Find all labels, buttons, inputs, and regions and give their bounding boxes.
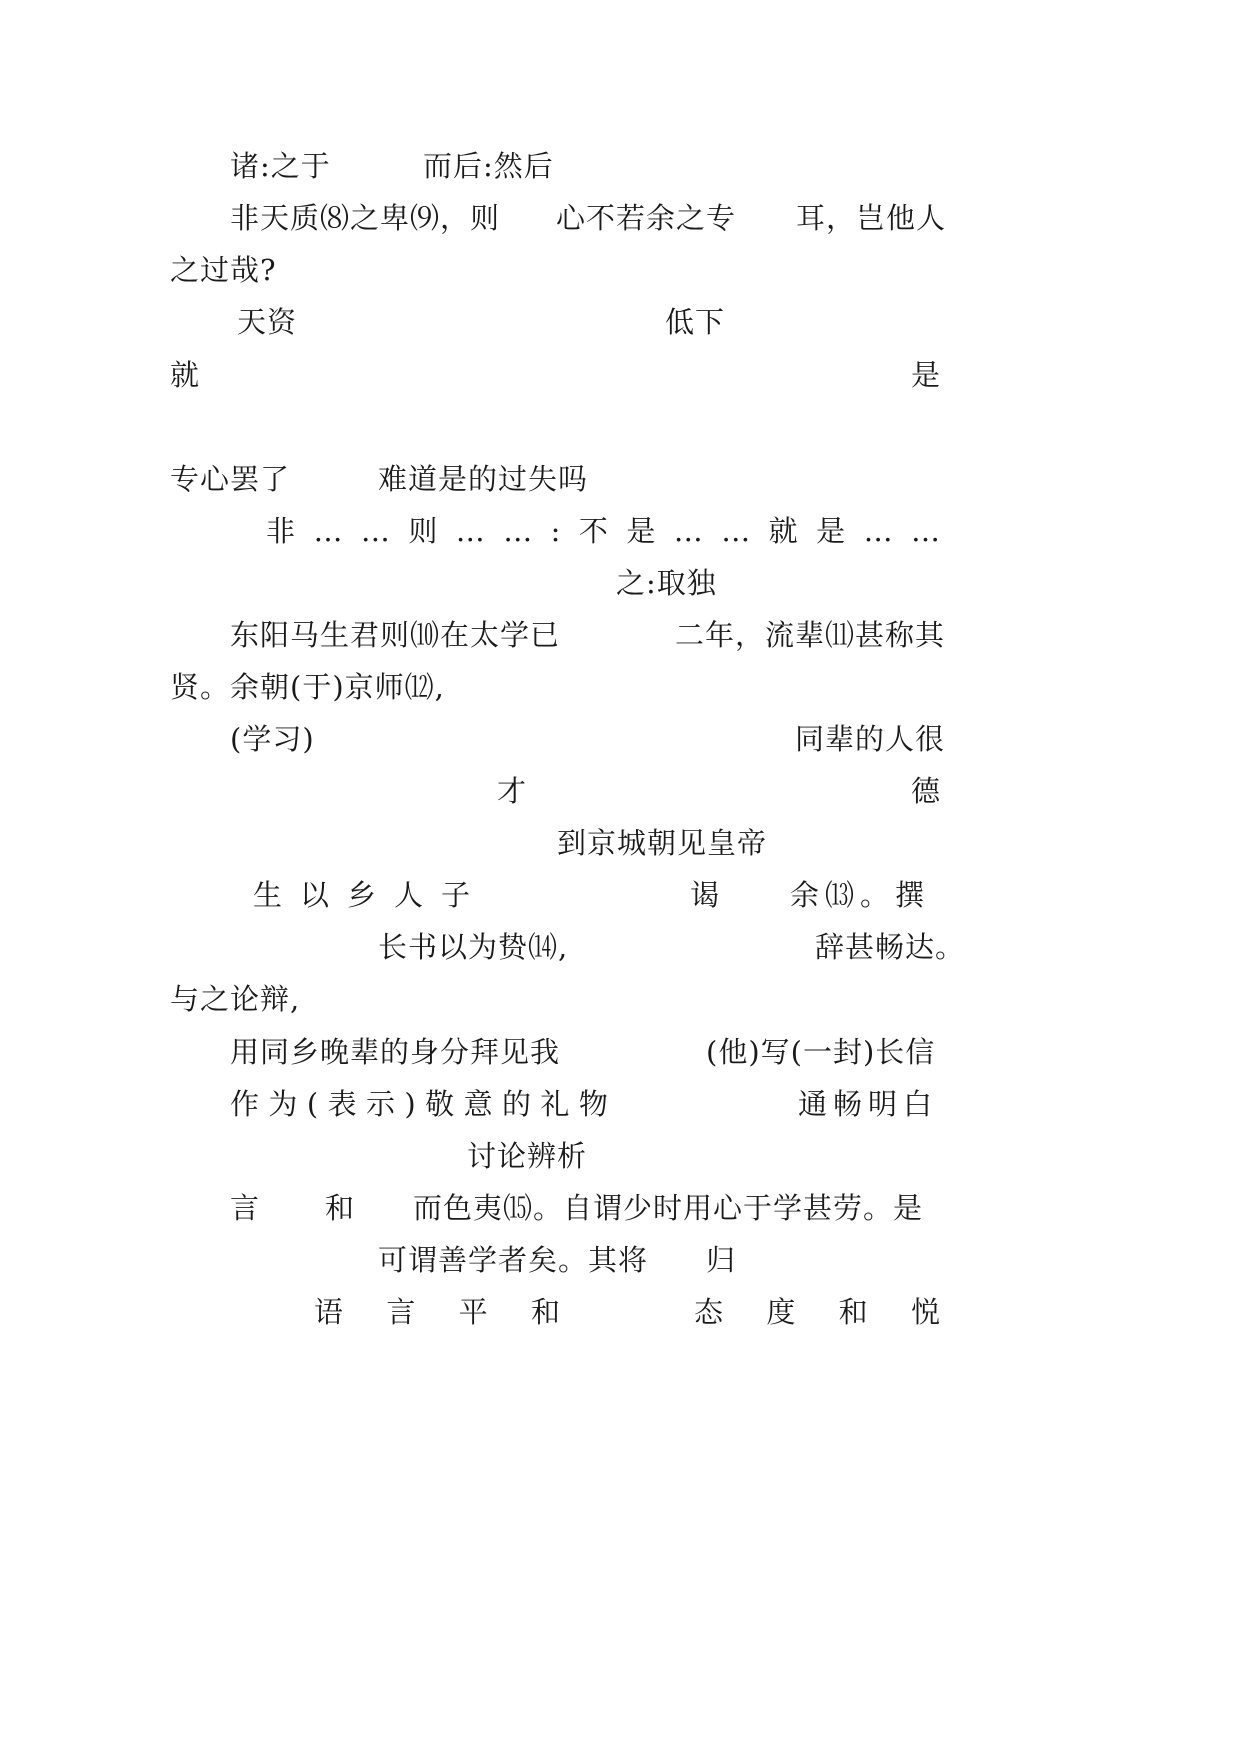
pattern-char: 是 — [816, 514, 846, 548]
gloss-char: ) — [404, 1087, 416, 1121]
pattern-char: … — [503, 514, 533, 548]
text-line: 生以乡人子 — [253, 878, 489, 912]
gloss-char: 的 — [502, 1087, 532, 1121]
pattern-char: 是 — [626, 514, 656, 548]
gloss-char: 语 — [314, 1295, 344, 1329]
text-line: 贤。余朝(于)京师⑿, — [170, 670, 445, 704]
pattern-char: … — [313, 514, 343, 548]
gloss-de: 德 — [911, 774, 942, 808]
text-line: 心不若余之专 — [556, 201, 737, 235]
pattern-char: … — [360, 514, 390, 548]
note-zhi: 之:取独 — [616, 566, 717, 600]
gloss-char: 和 — [530, 1295, 560, 1329]
gloss-line: (他)写(一封)长信 — [706, 1035, 936, 1069]
pattern-char: 不 — [578, 514, 608, 548]
text-line: 归 — [706, 1243, 737, 1277]
gloss-char: 悦 — [910, 1295, 940, 1329]
gloss-char: 礼 — [540, 1087, 570, 1121]
gloss-cai: 才 — [497, 774, 528, 808]
pattern-char: 就 — [768, 514, 798, 548]
pattern-char: : — [550, 514, 561, 548]
gloss-char: 作 — [230, 1087, 260, 1121]
gloss-line: (学习) — [230, 722, 315, 756]
text-line: 余⒀。撰 — [790, 878, 931, 912]
pattern-fei-ze — [266, 513, 940, 549]
gloss-char: 态 — [694, 1295, 724, 1329]
pattern-char: … — [455, 514, 485, 548]
gloss-char: 为 — [268, 1087, 298, 1121]
text-line: 二年，流辈⑾甚称其 — [675, 618, 946, 652]
gloss-line: 难道是的过失吗 — [378, 462, 589, 496]
gloss-line: 用同乡晚辈的身分拜见我 — [230, 1035, 561, 1069]
text-line: 长书以为贽⒁, — [378, 930, 569, 964]
pattern-char: … — [721, 514, 751, 548]
gloss-yuyan — [314, 1294, 560, 1330]
gloss-char: 物 — [578, 1087, 608, 1121]
gloss-char: ( — [306, 1087, 319, 1121]
gloss-taidu — [694, 1294, 940, 1330]
gloss-char: 言 — [386, 1295, 416, 1329]
pattern-char: … — [863, 514, 893, 548]
text-line: 之过哉? — [170, 253, 277, 287]
gloss-char: 度 — [766, 1295, 796, 1329]
text-line: 非天质⑻之卑⑼，则 — [230, 201, 501, 235]
gloss-line: 通畅明白 — [798, 1087, 939, 1121]
gloss-char: 平 — [458, 1295, 488, 1329]
gloss-char: 敬 — [425, 1087, 455, 1121]
note-zhu: 诸:之于 — [230, 149, 331, 183]
text-line: 谒 — [690, 878, 721, 912]
gloss-jiu: 就 — [170, 358, 201, 392]
pattern-char: 则 — [408, 514, 438, 548]
text-line: 东阳马生君则⑽在太学已 — [230, 618, 561, 652]
gloss-shi: 是 — [911, 358, 942, 392]
gloss-char: 意 — [463, 1087, 493, 1121]
text-line: 和 — [325, 1191, 356, 1225]
pattern-char: … — [673, 514, 703, 548]
gloss-tianzi: 天资 — [237, 305, 298, 339]
gloss-dixia: 低下 — [665, 305, 726, 339]
gloss-line: 同辈的人很 — [795, 722, 946, 756]
gloss-char: 表 — [327, 1087, 357, 1121]
pattern-char: … — [911, 514, 940, 548]
gloss-line: 专心罢了 — [170, 462, 291, 496]
gloss-char: 和 — [838, 1295, 868, 1329]
gloss-gift — [230, 1086, 608, 1122]
pattern-char: 非 — [266, 514, 296, 548]
text-line: 而色夷⒂。自谓少时用心于学甚劳。是 — [413, 1191, 924, 1225]
gloss-char: 示 — [366, 1087, 396, 1121]
gloss-line: 讨论辨析 — [467, 1139, 588, 1173]
text-line: 耳，岂他人 — [796, 201, 947, 235]
text-line: 与之论辩, — [170, 982, 301, 1016]
note-erhou: 而后:然后 — [423, 149, 554, 183]
gloss-line: 到京城朝见皇帝 — [557, 826, 768, 860]
text-line: 辞甚畅达。 — [815, 930, 966, 964]
text-line: 可谓善学者矣。其将 — [378, 1243, 649, 1277]
text-line: 言 — [230, 1191, 261, 1225]
